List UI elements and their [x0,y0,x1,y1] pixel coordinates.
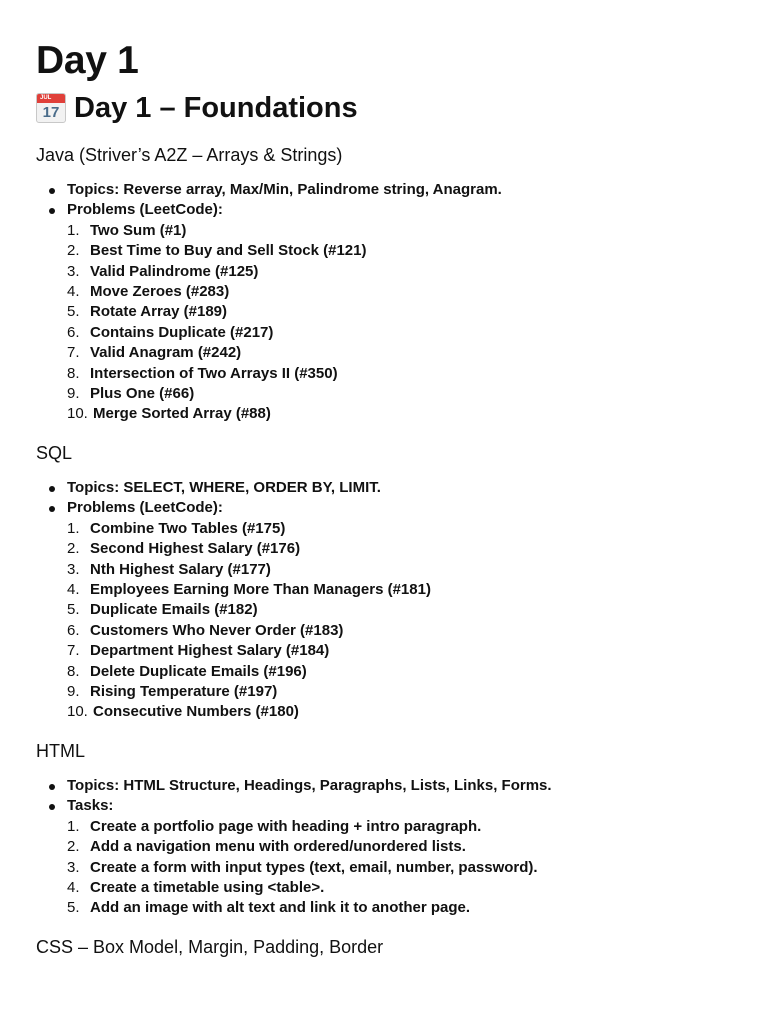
bullet-icon [49,784,55,790]
sql-section [36,441,736,723]
list-item: 3. Nth Highest Salary (#177) [67,560,271,578]
bullet-icon [49,506,55,512]
list-item: Topics: Reverse array, Max/Min, Palindrome string, Anagram. [36,180,736,200]
list-item: 7. Department Highest Salary (#184) [67,642,330,660]
day-heading [36,89,358,127]
html-section [36,739,736,919]
day-heading-text: Day 1 – Foundations [74,92,358,124]
java-section [36,143,736,425]
list-item: 4. Employees Earning More Than Managers (#181) [67,580,431,598]
list-item: 5. Rotate Array (#189) [67,303,227,321]
list-item: 1. Two Sum (#1) [67,221,187,239]
list-item: 2. Best Time to Buy and Sell Stock (#121) [67,242,367,260]
css-heading: CSS – Box Model, Margin, Padding, Border [36,937,384,957]
bullet-icon [49,486,55,492]
bullet-icon [49,804,55,810]
list-item: 2. Second Highest Salary (#176) [67,540,301,558]
java-heading: Java (Striver’s A2Z – Arrays & Strings) [36,145,343,165]
list-item: Tasks: [36,796,736,816]
list-item: 4. Move Zeroes (#283) [67,282,230,300]
list-item: 10. Merge Sorted Array (#88) [67,405,271,423]
list-item: 8. Delete Duplicate Emails (#196) [67,662,307,680]
list-item: 3. Valid Palindrome (#125) [67,262,259,280]
list-item: 10. Consecutive Numbers (#180) [67,703,299,721]
list-item: Problems (LeetCode): [36,498,736,518]
css-section [36,935,736,959]
list-item: 1. Create a portfolio page with heading + intro paragraph. [67,817,482,835]
list-item: 9. Rising Temperature (#197) [67,682,278,700]
list-item: 5. Duplicate Emails (#182) [67,601,258,619]
list-item: 2. Add a navigation menu with ordered/unordered lists. [67,838,466,856]
html-heading: HTML [36,741,85,761]
list-item: 7. Valid Anagram (#242) [67,344,242,362]
sql-heading: SQL [36,443,73,463]
list-item: 8. Intersection of Two Arrays II (#350) [67,364,338,382]
list-item: 5. Add an image with alt text and link it to another page. [67,899,471,917]
list-item: 4. Create a timetable using <table>. [67,878,325,896]
list-item: 6. Customers Who Never Order (#183) [67,621,344,639]
list-item: Topics: SELECT, WHERE, ORDER BY, LIMIT. [36,478,736,498]
list-item: Topics: HTML Structure, Headings, Paragraphs, Lists, Links, Forms. [36,776,736,796]
page-title: Day 1 [36,39,139,82]
list-item: 3. Create a form with input types (text, email, number, password). [67,858,538,876]
bullet-icon [49,188,55,194]
list-item: 6. Contains Duplicate (#217) [67,323,274,341]
list-item: Problems (LeetCode): [36,200,736,220]
bullet-icon [49,208,55,214]
list-item: 1. Combine Two Tables (#175) [67,519,286,537]
list-item: 9. Plus One (#66) [67,384,195,402]
calendar-icon: JUL 17 [36,93,66,123]
